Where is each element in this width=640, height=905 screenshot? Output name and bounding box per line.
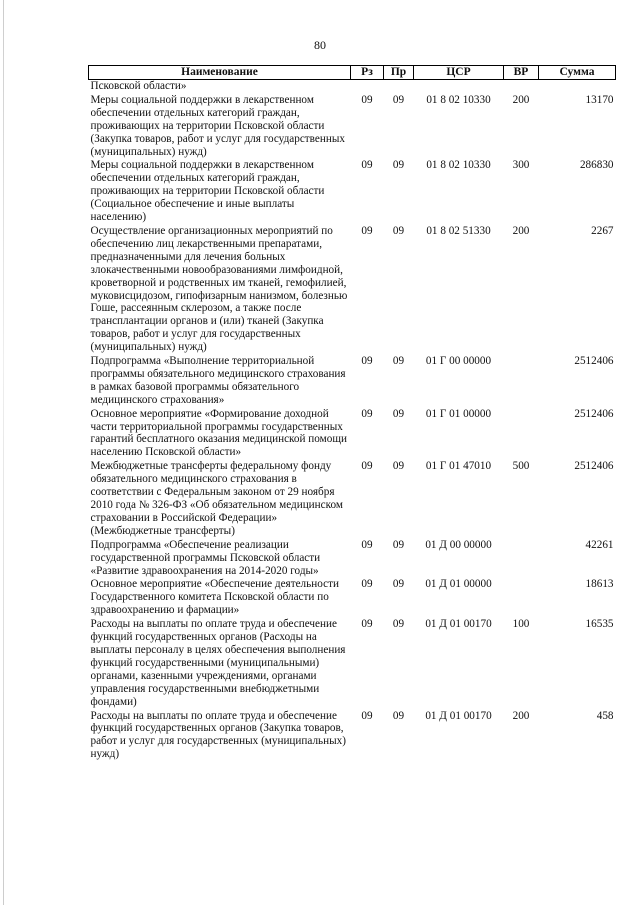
cell-rz: 09: [361, 538, 373, 551]
cell-pr: 09: [392, 224, 405, 237]
cell-rz: 09: [361, 224, 373, 237]
header-pr: Пр: [384, 66, 414, 80]
page-number: 80: [314, 38, 326, 52]
table-header-row: [89, 66, 616, 80]
table-row: [89, 159, 616, 225]
table-row: [89, 225, 616, 355]
header-csr: ЦСР: [414, 66, 504, 80]
cell-csr: 01 Д 01 00170: [425, 618, 492, 631]
cell-name: Расходы на выплаты по оплате труда и обеспечение функций государственных органов (Расходы на выплаты персоналу в целях обеспечения выполнения функций государственными (муниципальными) органами, казенными учреждениями, органами управления государственными внебюджетными фондами): [90, 618, 346, 708]
cell-pr: 09: [392, 538, 405, 551]
header-vr: ВР: [504, 66, 539, 80]
cell-sum: 2512406: [574, 460, 614, 473]
cell-sum: 2267: [591, 224, 614, 237]
cell-pr: 09: [392, 709, 405, 722]
cell-csr: 01 8 02 10330: [426, 159, 491, 172]
cell-sum: 18613: [585, 578, 614, 591]
header-rz: Рз: [351, 66, 384, 80]
cell-sum: 2512406: [574, 407, 614, 420]
cell-name: Основное мероприятие «Обеспечение деятельности Государственного комитета Псковской области по здравоохранению и фармации»: [90, 578, 339, 617]
cell-csr: 01 Д 00 00000: [425, 538, 492, 551]
cell-rz: 09: [361, 93, 373, 106]
cell-csr: 01 8 02 10330: [426, 93, 491, 106]
cell-rz: [351, 80, 384, 94]
cell-csr: 01 Г 01 47010: [425, 460, 492, 473]
cell-sum: [539, 80, 616, 94]
cell-pr: [384, 80, 414, 94]
cell-sum: 458: [596, 709, 614, 722]
table-row: [89, 355, 616, 408]
cell-vr: [504, 408, 539, 461]
scan-edge-mark: [3, 0, 4, 905]
cell-rz: 09: [361, 578, 373, 591]
cell-sum: 2512406: [574, 355, 614, 368]
cell-name: Подпрограмма «Обеспечение реализации государственной программы Псковской области «Развитие здравоохранения на 2014-2020 годы»: [90, 538, 321, 577]
cell-name: Осуществление организационных мероприятий по обеспечению лиц лекарственными препаратами, предназначенными для лечения больных злокачественными новообразованиями лимфоидной, кроветворной и родственных им тканей, гемофилией, муковисцидозом, гипофизарным нанизмом, болезнью Гоше, рассеянным склерозом, а также после трансплантации органов и (или) тканей (Закупка товаров, работ и услуг для государственных (муниципальных) нужд): [90, 224, 348, 354]
cell-pr: 09: [392, 578, 405, 591]
cell-name: Меры социальной поддержки в лекарственном обеспечении отдельных категорий граждан, проживающих на территории Псковской области (Закупка товаров, работ и услуг для государственных (муниципальных) нужд): [90, 93, 345, 158]
table-row: [89, 408, 616, 461]
cell-rz: 09: [361, 159, 373, 172]
cell-vr: [504, 578, 539, 618]
cell-vr: 300: [512, 159, 530, 172]
cell-sum: 286830: [579, 159, 614, 172]
cell-pr: 09: [392, 618, 405, 631]
cell-name: Межбюджетные трансферты федеральному фонду обязательного медицинского страхования в соответствии с Федеральным законом от 29 ноября 2010 года № 326-ФЗ «Об обязательном медицинском страховании в Российской Федерации» (Межбюджетные трансферты): [90, 460, 343, 537]
cell-vr: [504, 355, 539, 408]
table-row: [89, 94, 616, 160]
cell-pr: 09: [392, 93, 405, 106]
cell-rz: 09: [361, 460, 373, 473]
cell-vr: [504, 539, 539, 579]
cell-name: Псковской области»: [90, 80, 187, 92]
cell-pr: 09: [392, 159, 405, 172]
cell-rz: 09: [361, 618, 373, 631]
table-row: [89, 539, 616, 579]
cell-rz: 09: [361, 709, 373, 722]
table-body: [89, 80, 616, 763]
table-row: [89, 578, 616, 618]
cell-name: Меры социальной поддержки в лекарственном обеспечении отдельных категорий граждан, проживающих на территории Псковской области (Социальное обеспечение и иные выплаты населению): [90, 159, 325, 224]
cell-csr: 01 Д 01 00170: [425, 709, 492, 722]
cell-vr: 200: [512, 709, 530, 722]
cell-rz: 09: [361, 355, 373, 368]
cell-sum: 42261: [585, 538, 614, 551]
cell-name: Подпрограмма «Выполнение территориальной программы обязательного медицинского страхования в рамках базовой программы обязательного медицинского страхования»: [90, 355, 346, 406]
cell-csr: 01 Г 01 00000: [425, 407, 492, 420]
cell-vr: 200: [512, 93, 530, 106]
cell-vr: [504, 80, 539, 94]
cell-csr: [414, 80, 504, 94]
cell-vr: 500: [512, 460, 530, 473]
cell-csr: 01 Г 00 00000: [425, 355, 492, 368]
cell-csr: 01 Д 01 00000: [425, 578, 492, 591]
table-row: [89, 460, 616, 538]
budget-table: [88, 65, 616, 762]
cell-rz: 09: [361, 407, 373, 420]
cell-name: Основное мероприятие «Формирование доходной части территориальной программы государственных гарантий бесплатного оказания медицинской помощи населению Псковской области»: [90, 407, 347, 459]
header-sum: Сумма: [539, 66, 616, 80]
cell-csr: 01 8 02 51330: [426, 224, 491, 237]
cell-sum: 13170: [585, 93, 614, 106]
table-row: [89, 80, 616, 94]
cell-pr: 09: [392, 355, 405, 368]
cell-pr: 09: [392, 407, 405, 420]
cell-vr: 100: [512, 618, 530, 631]
table-row: [89, 710, 616, 763]
cell-vr: 200: [512, 224, 530, 237]
cell-pr: 09: [392, 460, 405, 473]
cell-name: Расходы на выплаты по оплате труда и обеспечение функций государственных органов (Закупка товаров, работ и услуг для государственных (муниципальных) нужд): [90, 709, 346, 761]
header-name: Наименование: [89, 66, 351, 80]
table-row: [89, 618, 616, 709]
cell-sum: 16535: [585, 618, 614, 631]
